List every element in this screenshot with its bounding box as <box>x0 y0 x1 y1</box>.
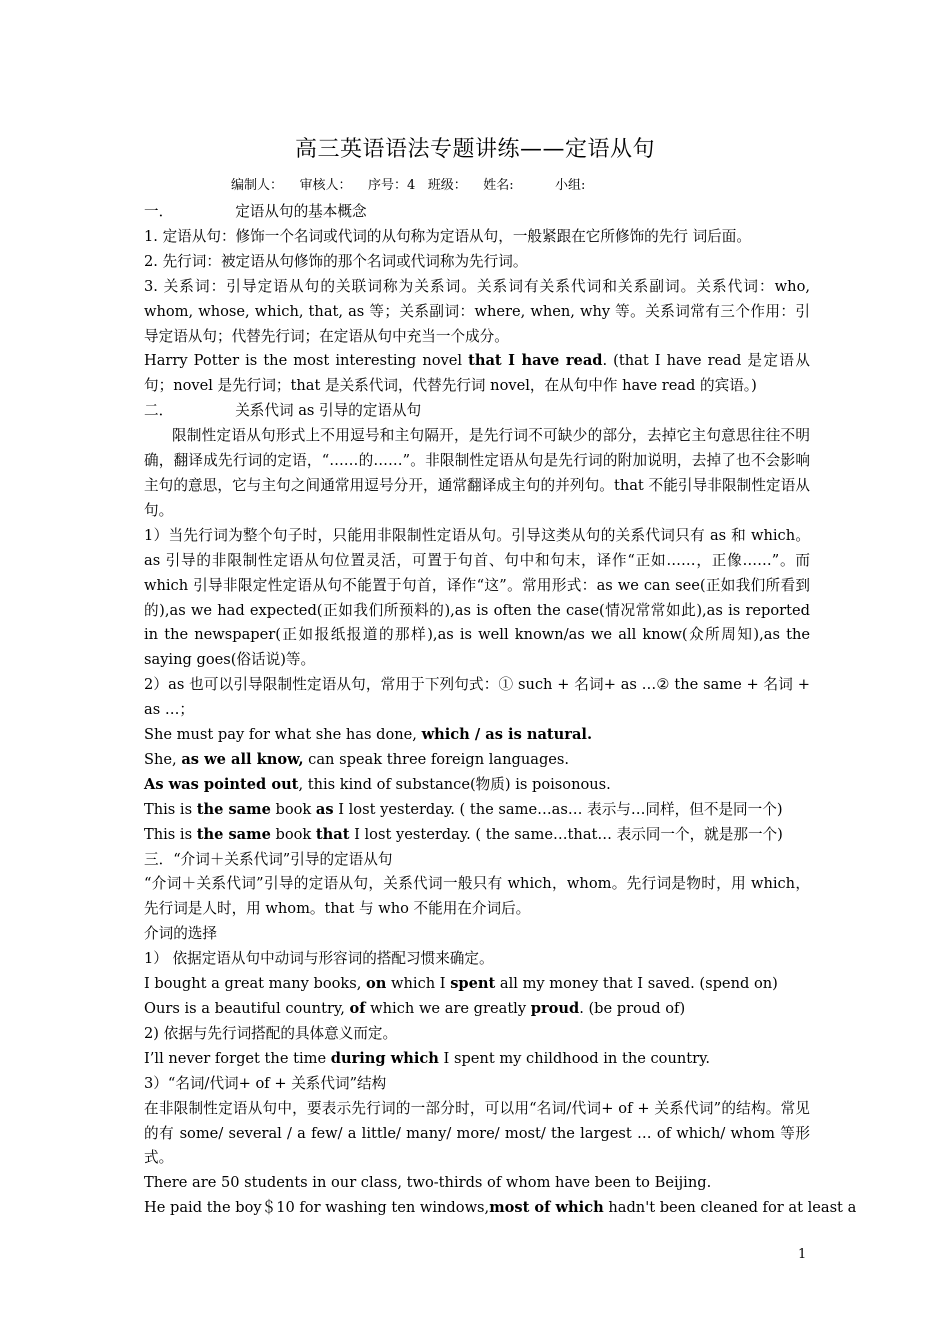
paragraph: 2）as 也可以引导限制性定语从句，常用于下列句式：① such + 名词+ as …② the same + 名词 + as …； <box>144 676 810 719</box>
example-sentence: He paid the boy＄10 for washing ten windows,most of which hadn't been cleaned for at least a <box>144 1199 857 1217</box>
page-title: 高三英语语法专题讲练——定语从句 <box>294 137 655 162</box>
paragraph: “介词＋关系代词”引导的定语从句，关系代词一般只有 which，whom。先行词是物时，用 which，先行词是人时，用 whom。that 与 who 不能用在介词后。 <box>144 875 810 918</box>
example-sentence: I’ll never forget the time during which I spent my childhood in the country. <box>144 1049 711 1067</box>
example-sentence: Harry Potter is the most interesting novel that I have read. (that I have read 是定语从句；novel 是先行词；that 是关系代词，代替先行词 novel，在从句中作 have read 的宾语。) <box>144 352 810 395</box>
paragraph: 在非限制性定语从句中，要表示先行词的一部分时，可以用“名词/代词+ of + 关系代词”的结构。常见的有 some/ several / a few/ a little/ many/ more/ most/ the largest … of which/ whom 等形式。 <box>144 1099 810 1167</box>
example-sentence: I bought a great many books, on which I spent all my money that I saved. (spend on) <box>144 975 778 993</box>
section-heading: 一． 定语从句的基本概念 <box>144 203 367 220</box>
example-sentence: She, as we all know, can speak three foreign languages. <box>144 750 570 768</box>
paragraph: 3）“名词/代词+ of + 关系代词”结构 <box>144 1074 387 1092</box>
section-heading: 二． 关系代词 as 引导的定语从句 <box>144 402 422 420</box>
example-sentence: As was pointed out, this kind of substance(物质) is poisonous. <box>144 775 611 793</box>
paragraph: 1. 定语从句：修饰一个名词或代词的从句称为定语从句，一般紧跟在它所修饰的先行 词后面。 <box>144 227 751 245</box>
paragraph: 2) 依据与先行词搭配的具体意义而定。 <box>144 1024 398 1042</box>
paragraph: 1） 依据定语从句中动词与形容词的搭配习惯来确定。 <box>144 950 494 968</box>
document-body <box>144 200 857 1221</box>
page-number: 1 <box>798 1247 807 1262</box>
paragraph: 1）当先行词为整个句子时，只能用非限制性定语从句。引导这类从句的关系代词只有 as 和 which。as 引导的非限制性定语从句位置灵活，可置于句首、句中和句末，译作“正如……，正像……”。而 which 引导非限定性定语从句不能置于句首，译作“这”。常用形式：as we can see(正如我们所看到的),as we had expected(正如我们所预料的),as is often the case(情况常常如此),as is reported in the newspaper(正如报纸报道的那样),as is well known/as we all know(众所周知),as the saying goes(俗话说)等。 <box>144 526 810 669</box>
document-meta: 编制人： 审核人： 序号：4 班级： 姓名: 小组: <box>231 178 586 193</box>
example-sentence: This is the same book that I lost yesterday. ( the same…that… 表示同一个，就是那一个) <box>144 825 783 843</box>
section-heading: 三．“介词＋关系代词”引导的定语从句 <box>144 850 393 868</box>
example-sentence: This is the same book as I lost yesterday. ( the same…as… 表示与…同样，但不是同一个) <box>144 800 783 818</box>
example-sentence: There are 50 students in our class, two-thirds of whom have been to Beijing. <box>144 1174 712 1192</box>
paragraph: 限制性定语从句形式上不用逗号和主句隔开，是先行词不可缺少的部分，去掉它主句意思往往不明确，翻译成先行词的定语，“……的……”。非限制性定语从句是先行词的附加说明，去掉了也不会影响主句的意思，它与主句之间通常用逗号分开，通常翻译成主句的并列句。that 不能引导非限制性定语从句。 <box>144 427 810 519</box>
paragraph: 2. 先行词：被定语从句修饰的那个名词或代词称为先行词。 <box>144 252 528 270</box>
example-sentence: She must pay for what she has done, which / as is natural. <box>144 726 593 744</box>
paragraph: 介词的选择 <box>144 925 217 943</box>
example-sentence: Ours is a beautiful country, of which we are greatly proud. (be proud of) <box>144 1000 686 1017</box>
paragraph: 3. 关系词：引导定语从句的关联词称为关系词。关系词有关系代词和关系副词。关系代词：who, whom, whose, which, that, as 等；关系副词：where, when, why 等。关系词常有三个作用：引导定语从句；代替先行词；在定语从句中充当一个成分。 <box>144 277 810 345</box>
